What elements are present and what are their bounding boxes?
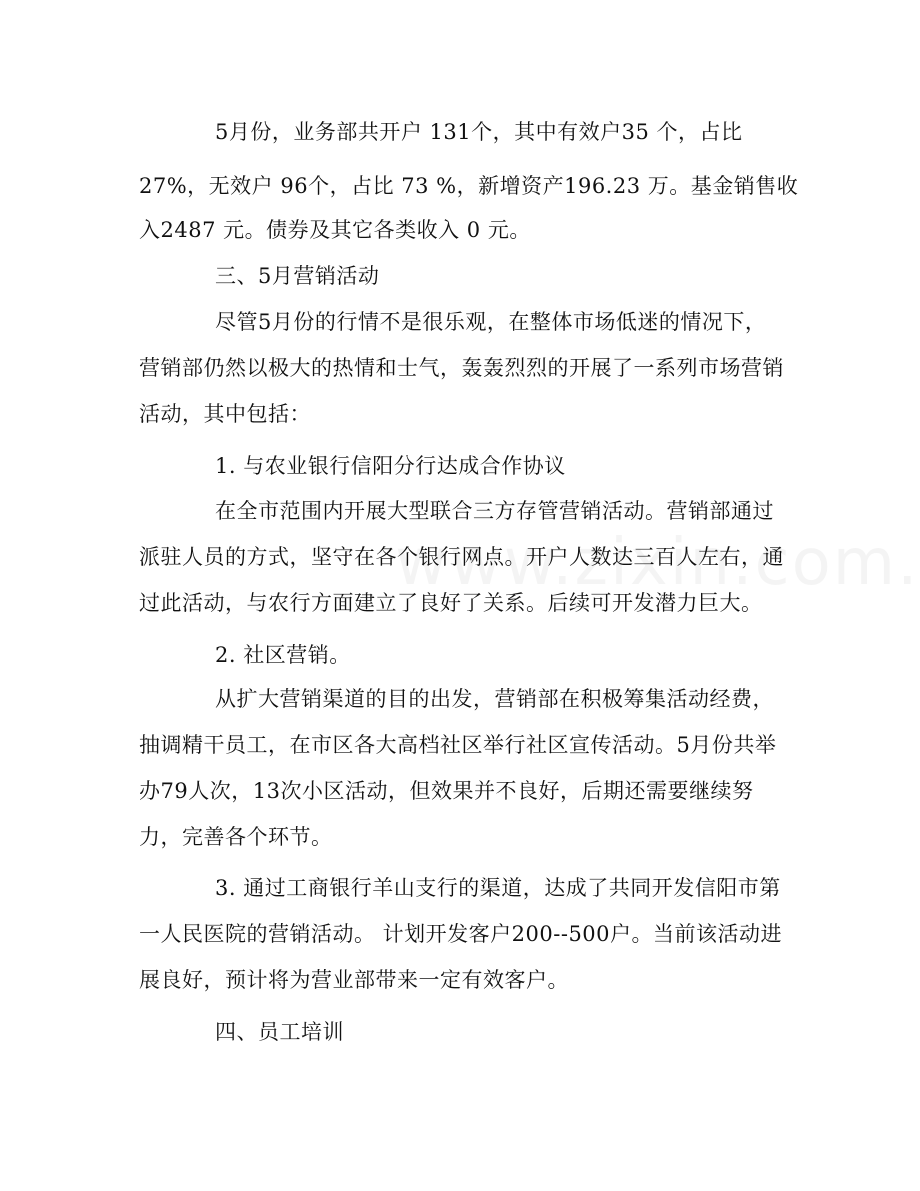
list-item-heading: 1. 与农业银行信阳分行达成合作协议	[215, 454, 566, 478]
text-line: 在全市范围内开展大型联合三方存管营销活动。营销部通过	[215, 499, 774, 523]
text-line: 尽管5月份的行情不是很乐观，在整体市场低迷的情况下，	[215, 310, 767, 334]
text-line: 活动，其中包括：	[139, 402, 311, 426]
text-line: 5月份，业务部共开户 131个，其中有效户35 个，占比	[215, 120, 743, 144]
text-line: 抽调精干员工，在市区各大高档社区举行社区宣传活动。5月份共举	[139, 733, 777, 757]
section-heading: 四、员工培训	[215, 1020, 344, 1044]
text-line: 过此活动，与农行方面建立了良好了关系。后续可开发潜力巨大。	[139, 591, 763, 615]
list-item-heading: 3. 通过工商银行羊山支行的渠道，达成了共同开发信阳市第	[215, 876, 781, 900]
text-line: 派驻人员的方式，坚守在各个银行网点。开户人数达三百人左右，通	[139, 545, 784, 569]
text-line: 入2487 元。债券及其它各类收入 0 元。	[139, 218, 531, 242]
text-line: 办79人次，13次小区活动，但效果并不良好，后期还需要继续努	[139, 779, 754, 803]
text-line: 27%，无效户 96个，占比 73 %，新增资产196.23 万。基金销售收	[139, 174, 799, 198]
text-line: 展良好，预计将为营业部带来一定有效客户。	[139, 968, 569, 992]
list-item-heading: 2. 社区营销。	[215, 643, 351, 667]
text-line: 力，完善各个环节。	[139, 825, 333, 849]
text-line: 营销部仍然以极大的热情和士气，轰轰烈烈的开展了一系列市场营销	[139, 356, 784, 380]
text-line: 一人民医院的营销活动。 计划开发客户200--500户。当前该活动进	[139, 922, 783, 946]
section-heading: 三、5月营销活动	[215, 264, 380, 288]
text-line: 从扩大营销渠道的目的出发，营销部在积极筹集活动经费，	[215, 687, 774, 711]
